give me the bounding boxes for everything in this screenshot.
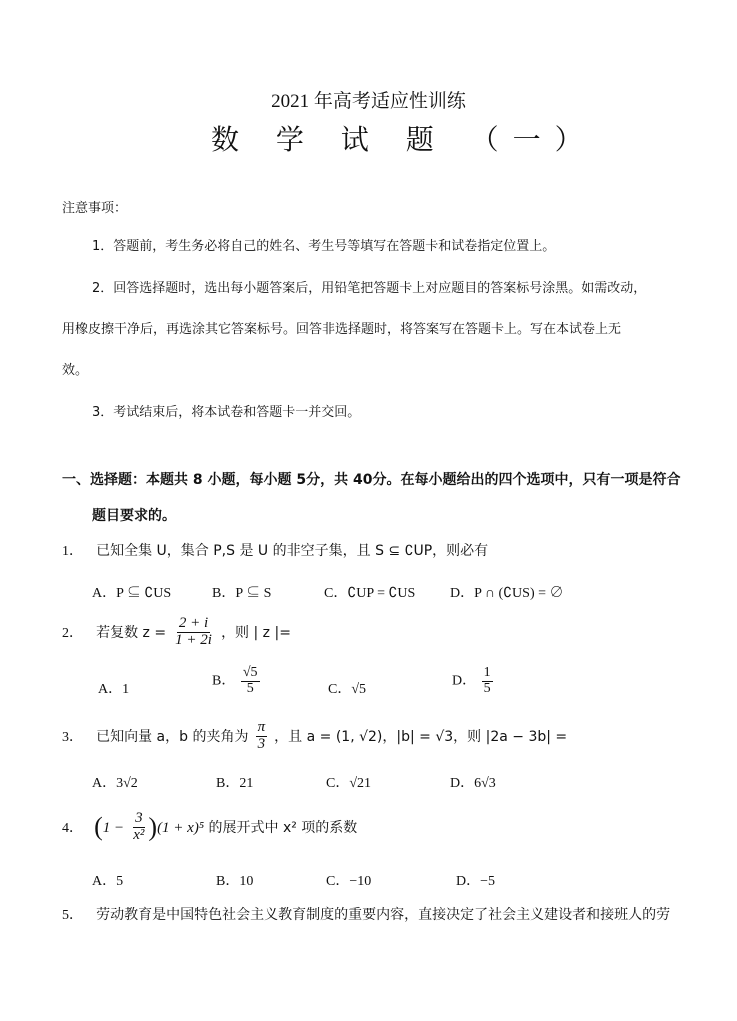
notice-item-2-line-2: 用橡皮擦干净后，再选涂其它答案标号。回答非选择题时，将答案写在答题卡上。写在本试卷上无 bbox=[62, 322, 622, 337]
notice-item-1: 1．答题前，考生务必将自己的姓名、考生号等填写在答题卡和试卷指定位置上。 bbox=[92, 239, 556, 254]
left-paren: ( bbox=[94, 812, 103, 842]
notice-item-2-line-3: 效。 bbox=[62, 363, 89, 378]
question-number: 5． bbox=[62, 908, 83, 923]
question-2 bbox=[62, 616, 291, 649]
q2-option-a[interactable]: A．1 bbox=[98, 682, 130, 697]
q4-option-c[interactable]: C．−10 bbox=[326, 874, 372, 889]
exam-title: 2021 年高考适应性训练 bbox=[271, 91, 466, 112]
question-number: 1． bbox=[62, 544, 83, 559]
fraction-denominator: 5 bbox=[483, 680, 491, 696]
notice-item-3: 3．考试结束后，将本试卷和答题卡一并交回。 bbox=[92, 405, 361, 420]
angle-fraction bbox=[256, 720, 268, 753]
option-fraction bbox=[241, 666, 260, 696]
section-heading-line-2: 题目要求的。 bbox=[92, 508, 176, 524]
fraction-denominator: 5 bbox=[246, 680, 254, 696]
question-stem-b: ，且 a = (1, √2)，|b| = √3，则 |2a − 3b| = bbox=[274, 728, 568, 745]
q4-option-d[interactable]: D．−5 bbox=[456, 874, 496, 889]
fraction-denominator: 3 bbox=[257, 735, 266, 752]
expression-fraction bbox=[131, 811, 146, 844]
question-stem-prefix: 若复数 z = bbox=[96, 624, 167, 641]
question-5 bbox=[62, 904, 670, 924]
q3-option-c[interactable]: C．√21 bbox=[326, 776, 372, 791]
option-fraction bbox=[482, 666, 493, 696]
q1-option-c[interactable]: C．∁UP = ∁US bbox=[324, 586, 416, 601]
q3-option-d[interactable]: D．6√3 bbox=[450, 776, 496, 791]
question-stem-suffix: ，则 | z |= bbox=[221, 624, 291, 641]
q4-option-b[interactable]: B．10 bbox=[216, 874, 254, 889]
q4-option-a[interactable]: A．5 bbox=[92, 874, 124, 889]
question-number: 3． bbox=[62, 729, 83, 745]
q3-option-a[interactable]: A．3√2 bbox=[92, 776, 138, 791]
q1-option-d[interactable]: D．P ∩ (∁US) = ∅ bbox=[450, 586, 564, 601]
fraction-numerator: 2 + i bbox=[178, 615, 209, 631]
q2-option-b[interactable] bbox=[212, 666, 262, 696]
fraction-numerator: 3 bbox=[135, 810, 143, 826]
expression-right: (1 + x)⁵ bbox=[157, 819, 205, 836]
question-4 bbox=[62, 811, 357, 844]
question-number: 2． bbox=[62, 625, 83, 641]
complex-fraction bbox=[173, 616, 214, 649]
q2-option-c[interactable]: C．√5 bbox=[328, 682, 367, 697]
question-number: 4． bbox=[62, 820, 83, 836]
fraction-numerator: 1 bbox=[483, 665, 491, 680]
q2-option-d[interactable] bbox=[452, 666, 495, 696]
fraction-numerator: √5 bbox=[242, 665, 258, 680]
exam-subtitle: 数 学 试 题 （一） bbox=[211, 123, 597, 156]
q3-option-b[interactable]: B．21 bbox=[216, 776, 254, 791]
question-3 bbox=[62, 720, 567, 753]
q1-option-a[interactable]: A．P ⊆ ∁US bbox=[92, 586, 172, 601]
option-label: B． bbox=[212, 673, 236, 689]
question-stem: 已知全集 U，集合 P,S 是 U 的非空子集，且 S ⊆ ∁UP，则必有 bbox=[96, 543, 489, 559]
fraction-numerator: π bbox=[257, 719, 266, 735]
question-1 bbox=[62, 540, 488, 560]
notice-item-2-line-1: 2．回答选择题时，选出每小题答案后，用铅笔把答题卡上对应题目的答案标号涂黑。如需改动， bbox=[92, 281, 647, 296]
right-paren: ) bbox=[148, 812, 158, 842]
fraction-denominator: 1 + 2i bbox=[175, 631, 212, 648]
fraction-denominator: x² bbox=[133, 826, 145, 843]
question-stem-a: 已知向量 a，b 的夹角为 bbox=[96, 728, 249, 745]
option-label: D． bbox=[452, 673, 477, 689]
expression-left: 1 − bbox=[102, 819, 125, 836]
question-stem: 劳动教育是中国特色社会主义教育制度的重要内容，直接决定了社会主义建设者和接班人的劳 bbox=[96, 907, 671, 923]
question-stem: 的展开式中 x² 项的系数 bbox=[204, 819, 358, 836]
section-heading-line-1: 一、选择题：本题共 8 小题，每小题 5分，共 40分。在每小题给出的四个选项中，只有一项是符合 bbox=[62, 472, 681, 488]
q1-option-b[interactable]: B．P ⊆ S bbox=[212, 586, 272, 601]
notice-heading: 注意事项： bbox=[62, 201, 128, 216]
